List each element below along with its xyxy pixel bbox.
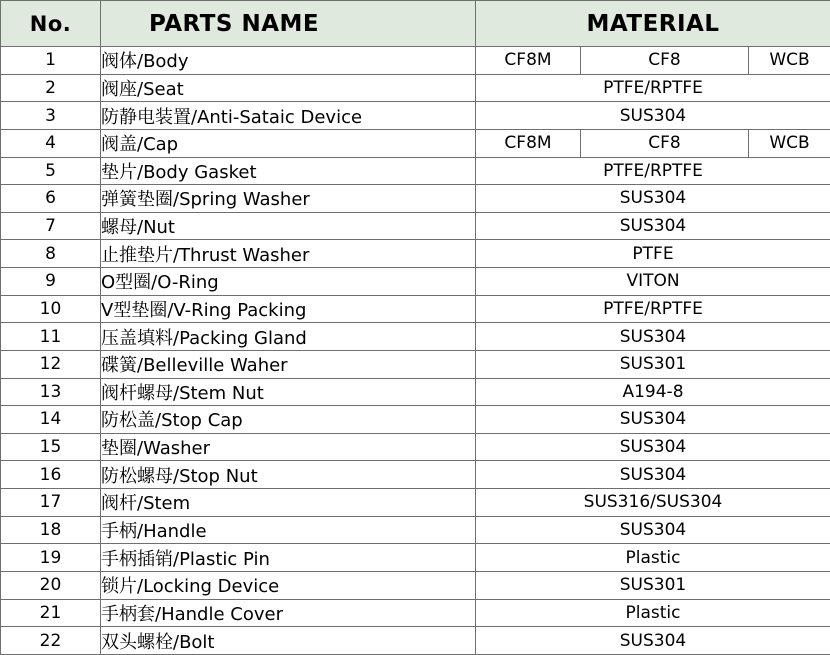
table-row (1, 240, 830, 268)
cell-parts-name: 阀体/Body (101, 47, 476, 75)
cell-material: SUS304 (476, 212, 830, 240)
cell-parts-name: 阀杆/Stem (101, 489, 476, 517)
cell-material: SUS304 (476, 185, 830, 213)
cell-material: SUS316/SUS304 (476, 489, 830, 517)
cell-material: VITON (476, 268, 830, 296)
cell-parts-name: 阀盖/Cap (101, 129, 476, 157)
cell-parts-name: 手柄插销/Plastic Pin (101, 544, 476, 572)
cell-no: 22 (1, 627, 101, 655)
table-row (1, 74, 830, 102)
cell-material-2: CF8 (581, 129, 749, 157)
cell-parts-name: 锁片/Locking Device (101, 571, 476, 599)
cell-no: 5 (1, 157, 101, 185)
table-header (1, 1, 830, 47)
table-row (1, 102, 830, 130)
cell-parts-name: 垫圈/Washer (101, 433, 476, 461)
table-row (1, 461, 830, 489)
table-row (1, 323, 830, 351)
cell-no: 14 (1, 406, 101, 434)
table-header-row (1, 1, 830, 47)
cell-parts-name: O型圈/O-Ring (101, 268, 476, 296)
table-row (1, 212, 830, 240)
cell-material: A194-8 (476, 378, 830, 406)
table-row (1, 47, 830, 75)
cell-material: SUS304 (476, 516, 830, 544)
cell-parts-name: 防静电装置/Anti-Sataic Device (101, 102, 476, 130)
cell-material: SUS301 (476, 571, 830, 599)
cell-no: 18 (1, 516, 101, 544)
cell-parts-name: 防松螺母/Stop Nut (101, 461, 476, 489)
table-row (1, 350, 830, 378)
cell-material: PTFE/RPTFE (476, 74, 830, 102)
table-row (1, 571, 830, 599)
table-row (1, 185, 830, 213)
table-row (1, 378, 830, 406)
table-row (1, 157, 830, 185)
table-row (1, 295, 830, 323)
table-row (1, 627, 830, 655)
table-row (1, 516, 830, 544)
cell-no: 15 (1, 433, 101, 461)
cell-no: 2 (1, 74, 101, 102)
cell-no: 21 (1, 599, 101, 627)
cell-material-3: WCB (749, 47, 830, 75)
cell-no: 16 (1, 461, 101, 489)
column-header-no: No. (1, 1, 101, 47)
cell-parts-name: 碟簧/Belleville Waher (101, 350, 476, 378)
column-header-material: MATERIAL (476, 1, 830, 47)
cell-no: 19 (1, 544, 101, 572)
cell-material-2: CF8 (581, 47, 749, 75)
cell-parts-name: 垫片/Body Gasket (101, 157, 476, 185)
cell-no: 7 (1, 212, 101, 240)
cell-parts-name: 止推垫片/Thrust Washer (101, 240, 476, 268)
cell-material: SUS304 (476, 461, 830, 489)
cell-parts-name: 弹簧垫圈/Spring Washer (101, 185, 476, 213)
cell-material: Plastic (476, 544, 830, 572)
cell-parts-name: 螺母/Nut (101, 212, 476, 240)
cell-material: SUS304 (476, 323, 830, 351)
cell-parts-name: 手柄/Handle (101, 516, 476, 544)
cell-no: 13 (1, 378, 101, 406)
table-row (1, 406, 830, 434)
column-header-parts-name: PARTS NAME (101, 1, 476, 47)
cell-material: SUS304 (476, 406, 830, 434)
cell-no: 9 (1, 268, 101, 296)
cell-parts-name: 阀杆螺母/Stem Nut (101, 378, 476, 406)
cell-no: 3 (1, 102, 101, 130)
cell-parts-name: 阀座/Seat (101, 74, 476, 102)
cell-material: SUS301 (476, 350, 830, 378)
table-row (1, 599, 830, 627)
table-row (1, 268, 830, 296)
cell-no: 17 (1, 489, 101, 517)
table-row (1, 544, 830, 572)
cell-no: 11 (1, 323, 101, 351)
cell-parts-name: V型垫圈/V-Ring Packing (101, 295, 476, 323)
cell-material-1: CF8M (476, 129, 581, 157)
table-row (1, 433, 830, 461)
cell-material: PTFE (476, 240, 830, 268)
cell-material: SUS304 (476, 627, 830, 655)
cell-no: 12 (1, 350, 101, 378)
cell-material: PTFE/RPTFE (476, 295, 830, 323)
table-body (1, 47, 830, 655)
cell-no: 20 (1, 571, 101, 599)
cell-parts-name: 压盖填料/Packing Gland (101, 323, 476, 351)
table-row (1, 129, 830, 157)
cell-no: 10 (1, 295, 101, 323)
cell-material: SUS304 (476, 433, 830, 461)
cell-parts-name: 双头螺栓/Bolt (101, 627, 476, 655)
cell-material: SUS304 (476, 102, 830, 130)
cell-material: Plastic (476, 599, 830, 627)
cell-no: 6 (1, 185, 101, 213)
cell-material-3: WCB (749, 129, 830, 157)
cell-no: 4 (1, 129, 101, 157)
cell-no: 8 (1, 240, 101, 268)
cell-material: PTFE/RPTFE (476, 157, 830, 185)
table-row (1, 489, 830, 517)
cell-parts-name: 防松盖/Stop Cap (101, 406, 476, 434)
cell-no: 1 (1, 47, 101, 75)
cell-material-1: CF8M (476, 47, 581, 75)
cell-parts-name: 手柄套/Handle Cover (101, 599, 476, 627)
